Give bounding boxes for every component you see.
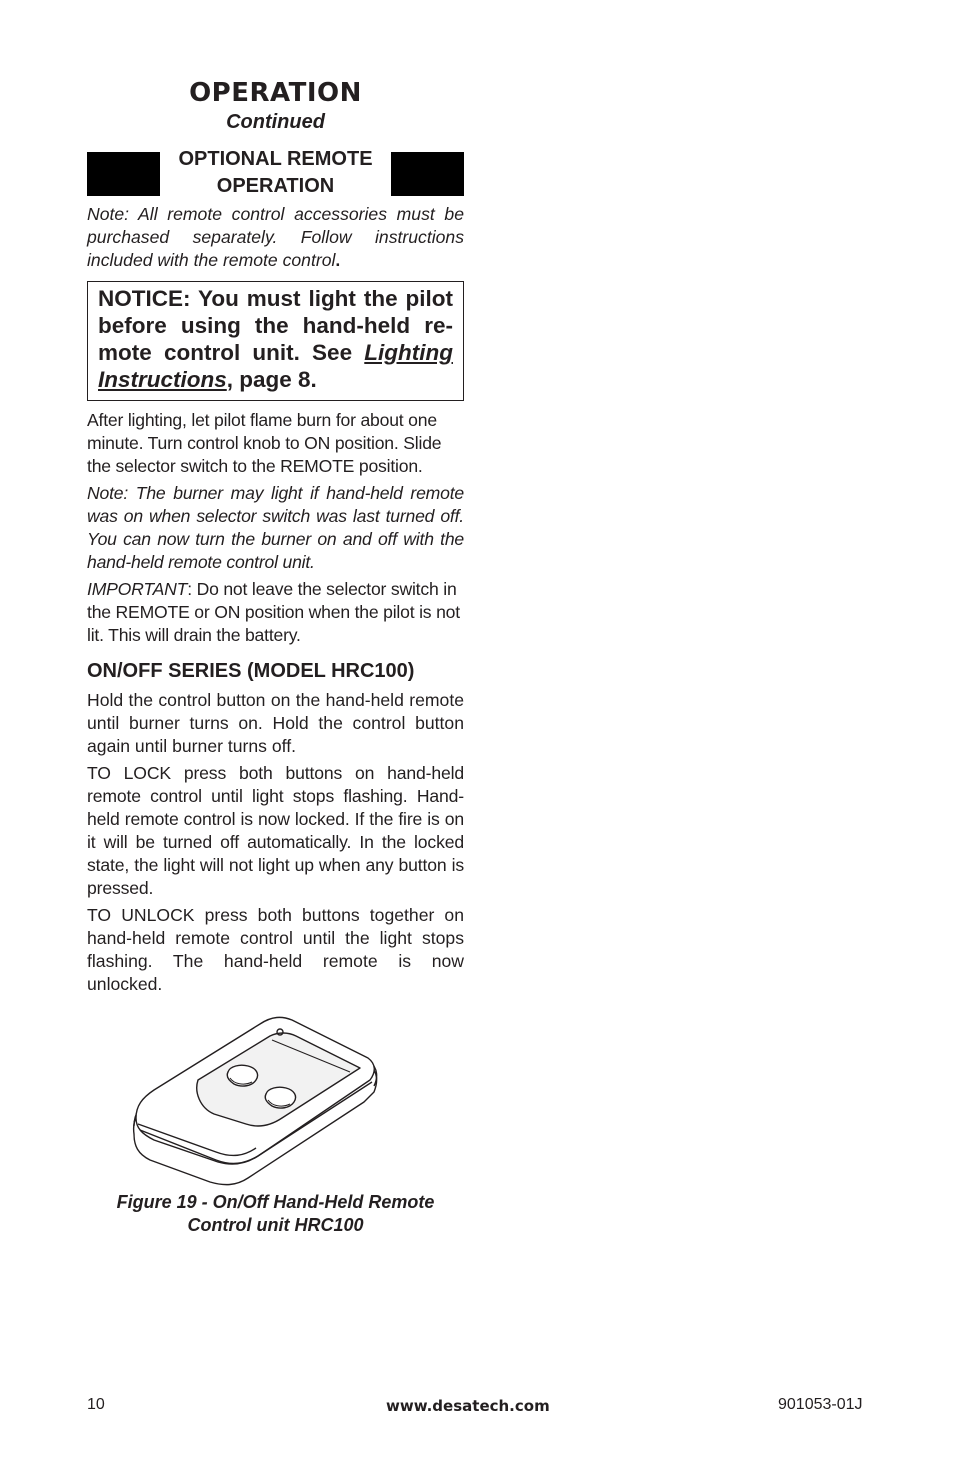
- notice-page-ref: , page 8.: [226, 367, 317, 392]
- paragraph-unlock: TO UNLOCK press both buttons together on hand-held remote control until the light stops flashing. The hand-held remote is now unlocked.: [87, 905, 464, 994]
- lighting-instructions-link[interactable]: Lighting Instructions: [98, 340, 453, 392]
- document-number: 901053-01J: [778, 1396, 863, 1413]
- remote-control-illustration: [120, 1010, 390, 1190]
- page-number: 10: [87, 1396, 105, 1413]
- note-accessories-text: Note: All remote control accessories must be purchased separately. Follow instructions included with the remote control: [87, 204, 464, 270]
- footer-website[interactable]: www.desatech.com: [386, 1397, 550, 1415]
- section-title: [160, 146, 391, 200]
- figure-caption-line1: Figure 19 - On/Off Hand-Held Remote: [116, 1192, 435, 1212]
- notice-box: [87, 281, 464, 401]
- paragraph-hold: Hold the control button on the hand-held remote until burner turns on. Hold the control button again until burner turns off.: [87, 690, 464, 756]
- figure-caption: [87, 1191, 464, 1237]
- section-header: [87, 148, 464, 197]
- important-paragraph: [87, 578, 464, 647]
- important-label: IMPORTANT: [87, 579, 188, 599]
- paragraph-after-lighting: After lighting, let pilot flame burn for about one minute. Turn control knob to ON position. Slide the selector switch to the REMOTE position.: [87, 410, 442, 476]
- note-accessories-period: .: [335, 250, 341, 270]
- paragraph-lock: TO LOCK press both buttons on hand-held remote control until light stops flashing. Hand-held remote control is now locked. If the fire is on it will be turned off automatically. In the locked state, the light will not light up when any button is pressed.: [87, 763, 464, 898]
- important-text: : Do not leave the selector switch in the REMOTE or ON position when the pilot is not lit. This will drain the battery.: [87, 579, 460, 645]
- figure-caption-line2: Control unit HRC100: [187, 1215, 364, 1235]
- remote-button-2: [265, 1087, 295, 1108]
- section-title-line1: OPTIONAL REMOTE: [178, 148, 373, 170]
- remote-button-1: [227, 1065, 257, 1086]
- note-accessories: [87, 203, 464, 272]
- page-title: OPERATION: [189, 78, 362, 108]
- page-subtitle: Continued: [226, 111, 325, 133]
- series-heading: ON/OFF SERIES (MODEL HRC100): [87, 660, 415, 682]
- section-bar-left: [87, 152, 160, 196]
- note-burner: Note: The burner may light if hand-held remote was on when selector switch was last turned off. You can now turn the burner on and off with the hand-held remote control unit.: [87, 483, 464, 572]
- section-title-line2: OPERATION: [216, 175, 335, 197]
- notice-text: NOTICE: You must light the pilot before using the hand-held re-mote control unit. See: [98, 286, 453, 365]
- section-bar-right: [391, 152, 464, 196]
